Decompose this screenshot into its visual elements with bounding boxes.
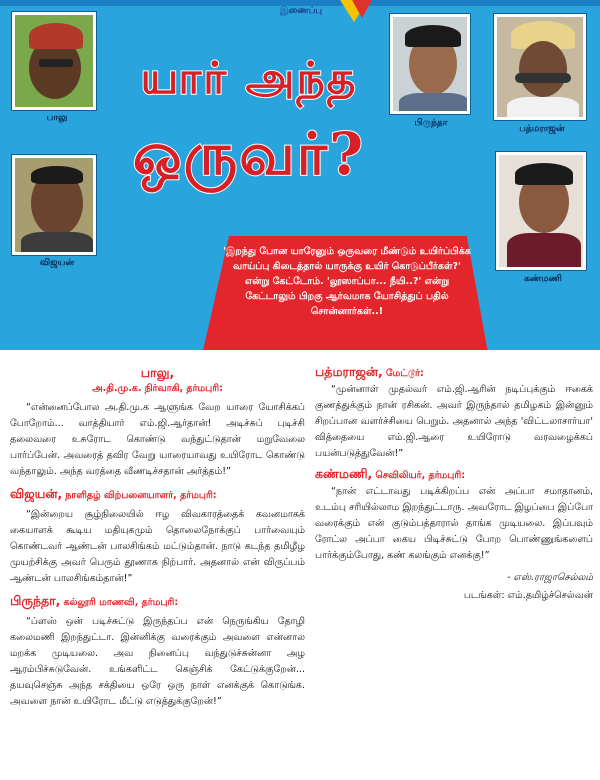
photo-balu <box>12 12 96 110</box>
photo-brinda <box>390 14 470 114</box>
padmarajan-quote: “முன்னாள் முதல்வர் எம்.ஜி.ஆரின் நடிப்புக்கும் ஈகைக் குணத்துக்கும் நான் ரசிகன். அவர் இருந்தால் தமிழகம் இன்னும் சிறப்பான வளர்ச்சியை பெறும். அதனால் அந்த 'விட்டலாசார்யா' வித்தையை எம்.ஜி.ஆரை உயிரோடு வரவழைக்கப் பயன்படுத்துவேன்!” <box>315 384 593 459</box>
padmarajan-name: பத்மராஜன், <box>315 364 383 379</box>
caption-vijayan: விஜயன் <box>39 258 75 268</box>
padmarajan-heading <box>315 364 593 382</box>
intro-text: 'இறந்து போன யாரேனும் ஒருவரை மீண்டும் உயிர்ப்பிக்க வாய்ப்பு கிடைத்தால் யாருக்கு உயிர் கொடுப்பீர்கள்?' என்று கேட்டோம். 'லூஸாப்பா... நீயி..?' என்று கேட்டாலும் பிறகு ஆர்வமாக யோசித்துப் பதில் சொன்னார்கள்..! <box>223 246 471 317</box>
vijayan-role: நாளிதழ் விற்பனையாளர், தர்மபுரி: <box>65 490 217 501</box>
left-column <box>10 364 305 712</box>
kanmani-heading <box>315 466 593 484</box>
brinda-quote: “ப்ளஸ் ஒன் படிச்சுட்டு இருந்தப்ப என் நெருங்கிய தோழி கலைமணி இறந்துட்டா. இன்னிக்கு வரைக்கும் அவளை என்னால மறக்க முடியலை. அவ நினைப்பு வந்துடுச்சுன்னா அழ ஆரம்பிச்சுடுவேன். உங்களிட்ட கெஞ்சிக் கேட்டுக்குறேன்... தயவுசெஞ்சு அந்த சக்தியை ஒரே ஒரு நாள் எனக்குக் கொடுங்க. அவளை நான் உயிரோட மீட்டு எடுத்துக்குறேன்!” <box>10 616 305 707</box>
kanmani-role: செவிலியர், தர்மபுரி: <box>375 470 466 481</box>
caption-kanmani: கண்மணி <box>524 274 562 284</box>
balu-quote: “என்னைப்போல அ.தி.மு.க ஆளுங்க வேற யாரை யோசிக்கப் போறோம்... வாத்தியார் எம்.ஜி.ஆர்தான்! அடிச்சுப் புடிச்சி தலைவரை உசுரோட கொண்டு வந்துட்டுதான் மறுவேலை பார்ப்பேன். அவரைத் தவிர வேறு யாரையாவது உயிரோட கொண்டு வந்தாலும். அந்த வரத்தை வீணடிச்சதான் அர்த்தம்!” <box>10 402 305 477</box>
brinda-heading <box>10 593 305 611</box>
vijayan-heading <box>10 486 305 504</box>
brinda-name: பிருந்தா, <box>10 593 61 608</box>
padmarajan-role: மேட்டூர்: <box>385 368 424 379</box>
caption-padmarajan: பத்மராஜன் <box>519 124 565 134</box>
photo-credit: படங்கள்: எம்.தமிழ்ச்செல்வன் <box>463 590 593 601</box>
brinda-role: கல்லூரி மாணவி, தர்மபுரி: <box>63 597 179 608</box>
logo-text: இணைப்பு <box>280 6 323 16</box>
balu-name: பாலு, <box>140 365 175 380</box>
kanmani-quote: “நான் எட்டாவது படிக்கிறப்ப என் அப்பா சமாதானம், உடம்பு சரியில்லாம இறந்துட்டாரு. அவரோட இழப்பை இப்போ வரைக்கும் என் குடும்பத்தாரால் தாங்க முடியலை. இப்பவும் ரோட்ல அப்பா கைய பிடிச்சுட்டு போற பொண்ணுங்களைப் பார்க்கும்போது, கண் கலங்கும் எனக்கு!” <box>315 486 593 561</box>
byline: - எஸ்.ராஜாசெல்லம் <box>507 572 593 583</box>
masthead-logo <box>280 0 370 22</box>
photo-vijayan <box>12 155 96 255</box>
photo-padmarajan <box>494 14 586 120</box>
vijayan-name: விஜயன், <box>10 486 63 501</box>
kanmani-name: கண்மணி, <box>315 466 373 481</box>
balu-role-line <box>10 381 305 397</box>
vijayan-quote: “இன்றைய சூழ்நிலையில் ஈழ விவகாரத்தைக் கவனமாகக் கையாளக் கூடிய மதியுகமும் தொலைநோக்குப் பார்வையும் கொண்டவர் ஆண்டன் பாலசிங்கம் மட்டும்தான். நாடு கடந்த தமிழீழ முயற்சிக்கு அவர் பெரும் தூணாக நிற்பார். அதனால் என் விருப்பம் ஆண்டன் பாலசிங்கம்தான்!” <box>10 509 305 584</box>
right-column <box>315 364 593 604</box>
logo-triangle-red <box>352 0 372 18</box>
title-line-2: ஒருவர்? <box>132 120 366 188</box>
balu-role: அ.தி.மு.க. நிர்வாகி, தர்மபுரி: <box>92 383 223 394</box>
caption-balu: பாலு <box>46 113 68 123</box>
title-line-1: யார் அந்த <box>140 53 358 104</box>
photo-kanmani <box>496 152 586 270</box>
caption-brinda: பிருந்தா <box>414 118 448 128</box>
